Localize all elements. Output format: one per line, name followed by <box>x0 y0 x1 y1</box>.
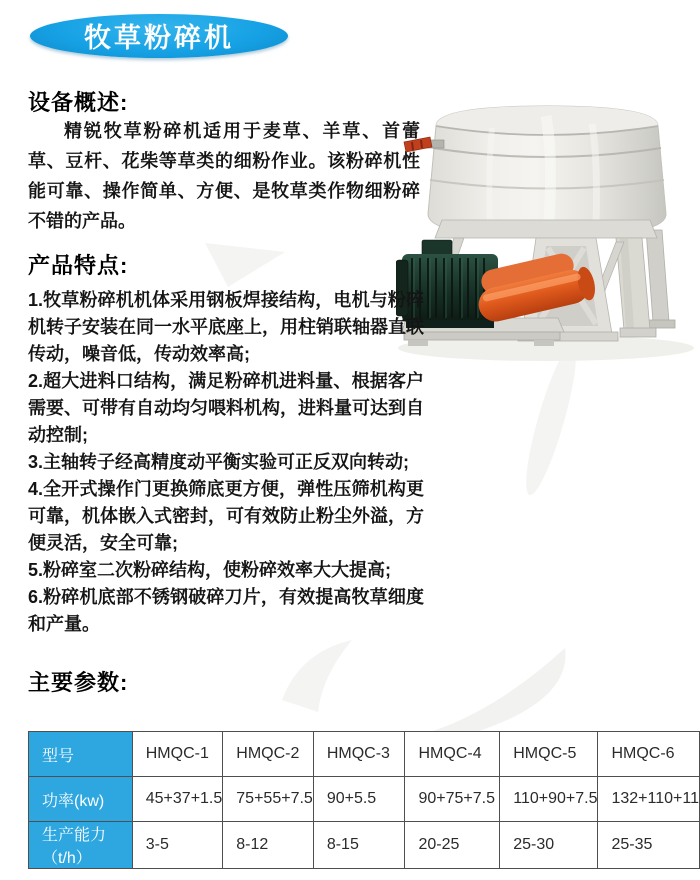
row-label-model: 型号 <box>29 732 133 777</box>
table-row <box>29 822 700 869</box>
row-label-power: 功率(kw) <box>29 777 133 822</box>
table-cell: 90+75+7.5 <box>405 777 500 822</box>
table-cell: 3-5 <box>132 822 223 869</box>
table-row <box>29 777 700 822</box>
product-photo <box>396 84 698 374</box>
row-label-capacity: 生产能力（t/h） <box>29 822 133 869</box>
table-cell: 75+55+7.5 <box>223 777 314 822</box>
table-cell: 90+5.5 <box>313 777 405 822</box>
page-title: 牧草粉碎机 <box>84 22 234 53</box>
feature-item: 3.主轴转子经高精度动平衡实验可正反双向转动; <box>28 452 410 472</box>
feature-item: 4.全开式操作门更换筛底更方便，弹性压筛机构更可靠，机体嵌入式密封，可有效防止粉尘外溢，方便灵活，安全可靠; <box>28 479 424 553</box>
table-row <box>29 732 700 777</box>
table-cell: 110+90+7.5 <box>500 777 598 822</box>
overview-paragraph: 精锐牧草粉碎机适用于麦草、羊草、首蕾草、豆杆、花柴等草类的细粉作业。该粉碎机性能可靠、操作简单、方便、是牧草类作物细粉碎不错的产品。 <box>28 121 420 231</box>
features-heading: 产品特点: <box>28 253 129 278</box>
feature-item: 1.牧草粉碎机机体采用钢板焊接结构，电机与粉碎机转子安装在同一水平底座上，用柱销联轴器直联传动，噪音低，传动效率高; <box>28 290 424 364</box>
table-cell: HMQC-4 <box>405 732 500 777</box>
page-title-badge <box>30 14 288 58</box>
crusher-machine-illustration <box>396 84 698 374</box>
feature-item: 2.超大进料口结构，满足粉碎机进料量、根据客户需要、可带有自动均匀喂料机构，进料量可达到自动控制; <box>28 371 424 445</box>
features-list <box>28 287 424 638</box>
parameters-heading: 主要参数: <box>28 670 129 695</box>
feature-item: 5.粉碎室二次粉碎结构，使粉碎效率大大提高; <box>28 560 392 580</box>
parameters-table <box>28 731 700 869</box>
table-cell: 20-25 <box>405 822 500 869</box>
table-cell: HMQC-3 <box>313 732 405 777</box>
table-cell: HMQC-1 <box>132 732 223 777</box>
feature-item: 6.粉碎机底部不锈钢破碎刀片，有效提高牧草细度和产量。 <box>28 587 424 634</box>
table-cell: 132+110+11 <box>598 777 700 822</box>
overview-heading: 设备概述: <box>28 90 129 115</box>
table-cell: HMQC-5 <box>500 732 598 777</box>
table-cell: HMQC-2 <box>223 732 314 777</box>
table-cell: 25-30 <box>500 822 598 869</box>
table-cell: 8-15 <box>313 822 405 869</box>
table-cell: HMQC-6 <box>598 732 700 777</box>
table-cell: 8-12 <box>223 822 314 869</box>
table-cell: 25-35 <box>598 822 700 869</box>
table-cell: 45+37+1.5 <box>132 777 223 822</box>
